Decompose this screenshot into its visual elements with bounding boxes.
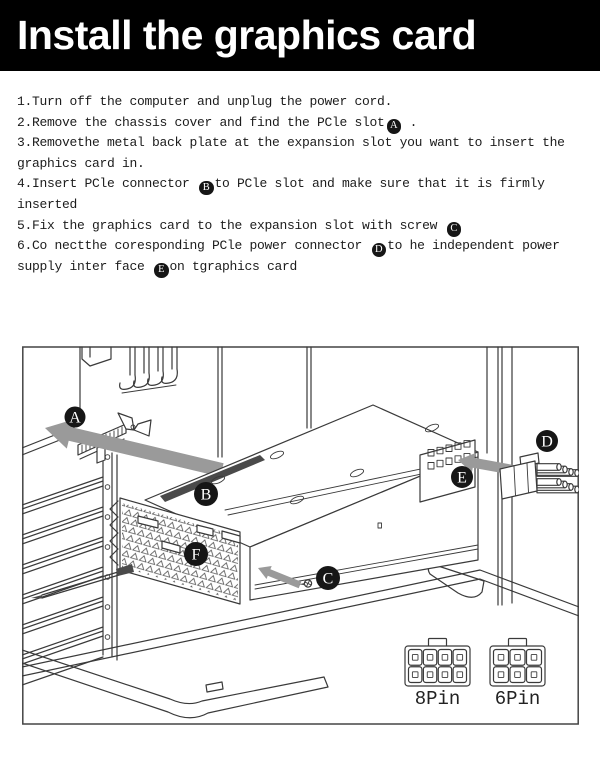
connector-8pin [405, 639, 470, 687]
instruction-line [17, 133, 592, 154]
instruction-line [17, 195, 592, 216]
instruction-text: 1.Turn off the computer and unplug the power cord. [17, 94, 393, 109]
svg-text:E: E [457, 469, 467, 487]
callout-c [316, 566, 340, 590]
instruction-text: on tgraphics card [169, 258, 298, 274]
instruction-line [17, 113, 592, 134]
instruction-text: 6.Co nectthe coresponding PCle power connector [17, 238, 370, 254]
label-6pin: 6Pin [494, 688, 541, 710]
page-title: Install the graphics card [17, 12, 477, 58]
callout-b [194, 482, 218, 506]
instruction-text: inserted [17, 196, 78, 212]
callout-badge-a: A [387, 119, 402, 134]
instruction-text: to PCle slot and make sure that it is firmly [214, 176, 545, 192]
instruction-line [17, 92, 592, 113]
instruction-line [17, 154, 592, 175]
instruction-text: . [402, 114, 418, 130]
instruction-text: to he independent power [387, 238, 560, 254]
diagram-svg [22, 345, 579, 726]
label-8pin: 8Pin [414, 688, 461, 710]
svg-text:D: D [541, 433, 553, 451]
connector-6pin [490, 639, 545, 687]
svg-text:B: B [200, 486, 212, 504]
instruction-line [17, 257, 592, 278]
callout-badge-e: E [154, 263, 169, 278]
instruction-list [17, 92, 592, 277]
header-bar [0, 0, 600, 71]
callout-d [536, 430, 558, 452]
instruction-line [17, 216, 592, 237]
instruction-text: supply inter face [17, 258, 153, 274]
instruction-text: 5.Fix the graphics card to the expansion slot with screw [17, 217, 445, 233]
instruction-text: 2.Remove the chassis cover and find the PCle slot [17, 114, 385, 130]
callout-f [184, 542, 208, 566]
callout-badge-b: B [199, 181, 214, 196]
svg-text:F: F [191, 546, 201, 564]
instruction-line [17, 174, 592, 195]
svg-text:A: A [69, 409, 81, 427]
callout-a [65, 407, 86, 428]
callout-e [451, 466, 473, 488]
instruction-text: 4.Insert PCle connector [17, 176, 198, 192]
installation-diagram [22, 345, 579, 726]
svg-text:C: C [322, 570, 334, 588]
instruction-text: graphics card in. [17, 155, 145, 171]
callout-badge-c: C [447, 222, 462, 237]
instruction-line [17, 236, 592, 257]
callout-badge-d: D [372, 243, 387, 258]
instruction-text: 3.Removethe metal back plate at the expansion slot you want to insert the [17, 135, 565, 151]
